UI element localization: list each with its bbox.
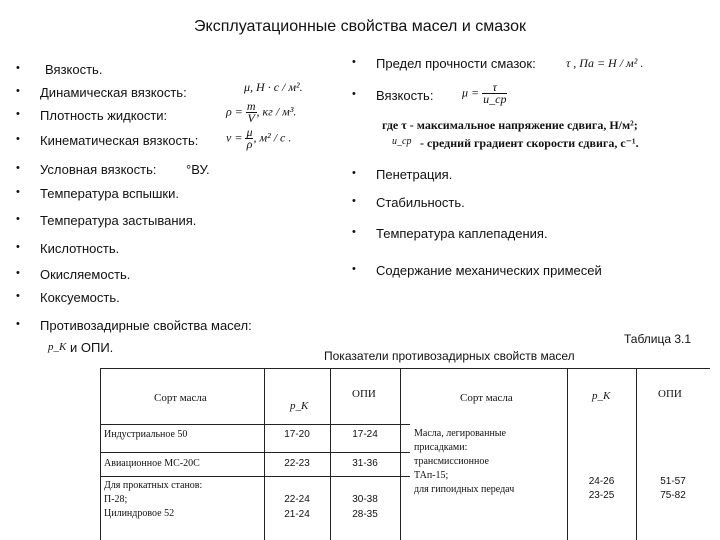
- bullet-icon: •: [16, 186, 20, 198]
- bullet-icon: •: [352, 88, 356, 100]
- item-density: Плотность жидкости:: [40, 108, 168, 123]
- where-line-1: где τ - максимальное напряжение сдвига, Н/м²;: [382, 118, 638, 132]
- kinematic-lhs: ν =: [226, 130, 243, 145]
- bullet-icon: •: [352, 195, 356, 207]
- item-conditional-viscosity: Условная вязкость:: [40, 162, 157, 177]
- item-impurities: Содержание механических примесей: [376, 263, 602, 278]
- kinematic-num: μ: [246, 125, 253, 139]
- kinematic-formula: [226, 127, 291, 150]
- where-line-2-symbol: u_ср: [392, 136, 412, 147]
- table-caption: Показатели противозадирных свойств масел: [324, 349, 575, 363]
- bullet-icon: •: [16, 241, 20, 253]
- row-pk: 17-20: [284, 429, 310, 440]
- row-name-line: Масла, легированные: [414, 428, 506, 439]
- row-name: Индустриальное 50: [104, 429, 188, 440]
- table-row-divider: [100, 452, 410, 453]
- row-name-line: Для прокатных станов:: [104, 480, 203, 491]
- item-viscosity: Вязкость.: [45, 62, 103, 77]
- row-name-line: П-28;: [104, 494, 128, 505]
- row-name-line: трансмиссионное: [414, 456, 489, 467]
- bullet-icon: •: [16, 85, 20, 97]
- table-row: [104, 428, 187, 442]
- density-unit: , кг / м³.: [256, 104, 297, 119]
- table-col-divider: [636, 368, 637, 540]
- table-border-left: [100, 368, 101, 540]
- row-opi: 31-36: [352, 458, 378, 469]
- item-dropping-point: Температура каплепадения.: [376, 226, 548, 241]
- header-opi-right: ОПИ: [658, 388, 682, 400]
- bullet-icon: •: [16, 267, 20, 279]
- item-strength-limit: Предел прочности смазок:: [376, 56, 536, 71]
- bullet-icon: •: [16, 213, 20, 225]
- viscosity-lhs: μ =: [462, 85, 480, 100]
- row-name-line: Цилиндровое 52: [104, 508, 175, 519]
- header-opi: ОПИ: [352, 388, 376, 400]
- row-name-line: для гипоидных передач: [414, 484, 515, 495]
- item-oxidizability: Окисляемость.: [40, 267, 131, 282]
- item-flash-point: Температура вспышки.: [40, 186, 179, 201]
- header-pk-right: p_K: [592, 390, 611, 402]
- where-line-2: - средний градиент скорости сдвига, c⁻¹.: [420, 136, 639, 150]
- row-opi: 28-35: [352, 509, 378, 520]
- antiscuff-and: и ОПИ.: [70, 340, 114, 355]
- header-pk: p_K: [290, 400, 309, 412]
- row-pk: 22-23: [284, 458, 310, 469]
- row-opi: 17-24: [352, 429, 378, 440]
- viscosity-formula: [462, 82, 507, 105]
- kinematic-unit: , м² / с .: [253, 130, 292, 145]
- row-pk: 22-24: [284, 494, 310, 505]
- table-col-divider: [264, 368, 265, 540]
- item-coking: Коксуемость.: [40, 290, 120, 305]
- table-number: Таблица 3.1: [624, 332, 692, 346]
- table-header-divider-left: [100, 424, 410, 425]
- viscosity-den: u_ср: [483, 92, 507, 106]
- item-kinematic-viscosity: Кинематическая вязкость:: [40, 133, 199, 148]
- table-row: [414, 427, 514, 497]
- density-lhs: ρ =: [226, 104, 243, 119]
- row-pk: 24-26: [588, 476, 615, 487]
- item-dynamic-viscosity: Динамическая вязкость:: [40, 85, 187, 100]
- row-name-line: присадками:: [414, 442, 468, 453]
- bullet-icon: •: [16, 290, 20, 302]
- table-row: [104, 479, 202, 521]
- table-row: [104, 457, 200, 471]
- viscosity-num: τ: [482, 82, 507, 94]
- bullet-icon: •: [16, 162, 20, 174]
- bullet-icon: •: [16, 133, 20, 145]
- formula-mu: μ, H · c / м².: [244, 80, 303, 94]
- antiscuff-pk: p_K: [48, 341, 67, 353]
- item-penetration: Пенетрация.: [376, 167, 453, 182]
- density-num: m: [246, 99, 256, 113]
- bullet-icon: •: [16, 62, 20, 74]
- row-opi: 30-38: [352, 494, 378, 505]
- row-opi: 51-57: [660, 476, 686, 487]
- item-stability: Стабильность.: [376, 195, 465, 210]
- item-antiscuff: Противозадирные свойства масел:: [40, 318, 252, 333]
- page-title: Эксплуатационные свойства масел и смазок: [194, 18, 526, 35]
- header-grade-right: Сорт масла: [460, 392, 513, 404]
- row-pk: 21-24: [284, 509, 310, 520]
- bullet-icon: •: [352, 56, 356, 68]
- conditional-unit: °ВУ.: [186, 162, 210, 177]
- strength-formula: τ , Па = Н / м² .: [566, 56, 644, 70]
- bullet-icon: •: [16, 108, 20, 120]
- row-pk: 23-25: [588, 490, 615, 501]
- bullet-icon: •: [352, 226, 356, 238]
- row-name: Авиационное МС-20С: [104, 458, 200, 469]
- bullet-icon: •: [352, 263, 356, 275]
- row-opi: 75-82: [660, 490, 686, 501]
- item-right-viscosity: Вязкость:: [376, 88, 434, 103]
- table-border-top: [100, 368, 710, 369]
- table-col-divider: [567, 368, 568, 540]
- bullet-icon: •: [16, 318, 20, 330]
- header-grade: Сорт масла: [154, 392, 207, 404]
- item-acidity: Кислотность.: [40, 241, 120, 256]
- bullet-icon: •: [352, 167, 356, 179]
- table-col-divider: [400, 368, 401, 540]
- table-row-divider: [100, 476, 410, 477]
- dynamic-viscosity-unit: , H · c / м².: [250, 80, 303, 94]
- density-formula: [226, 101, 296, 124]
- kinematic-den: ρ: [246, 137, 253, 151]
- table-col-divider: [330, 368, 331, 540]
- item-pour-point: Температура застывания.: [40, 213, 197, 228]
- row-name-line: ТАп-15;: [414, 470, 449, 481]
- density-den: V: [247, 111, 255, 125]
